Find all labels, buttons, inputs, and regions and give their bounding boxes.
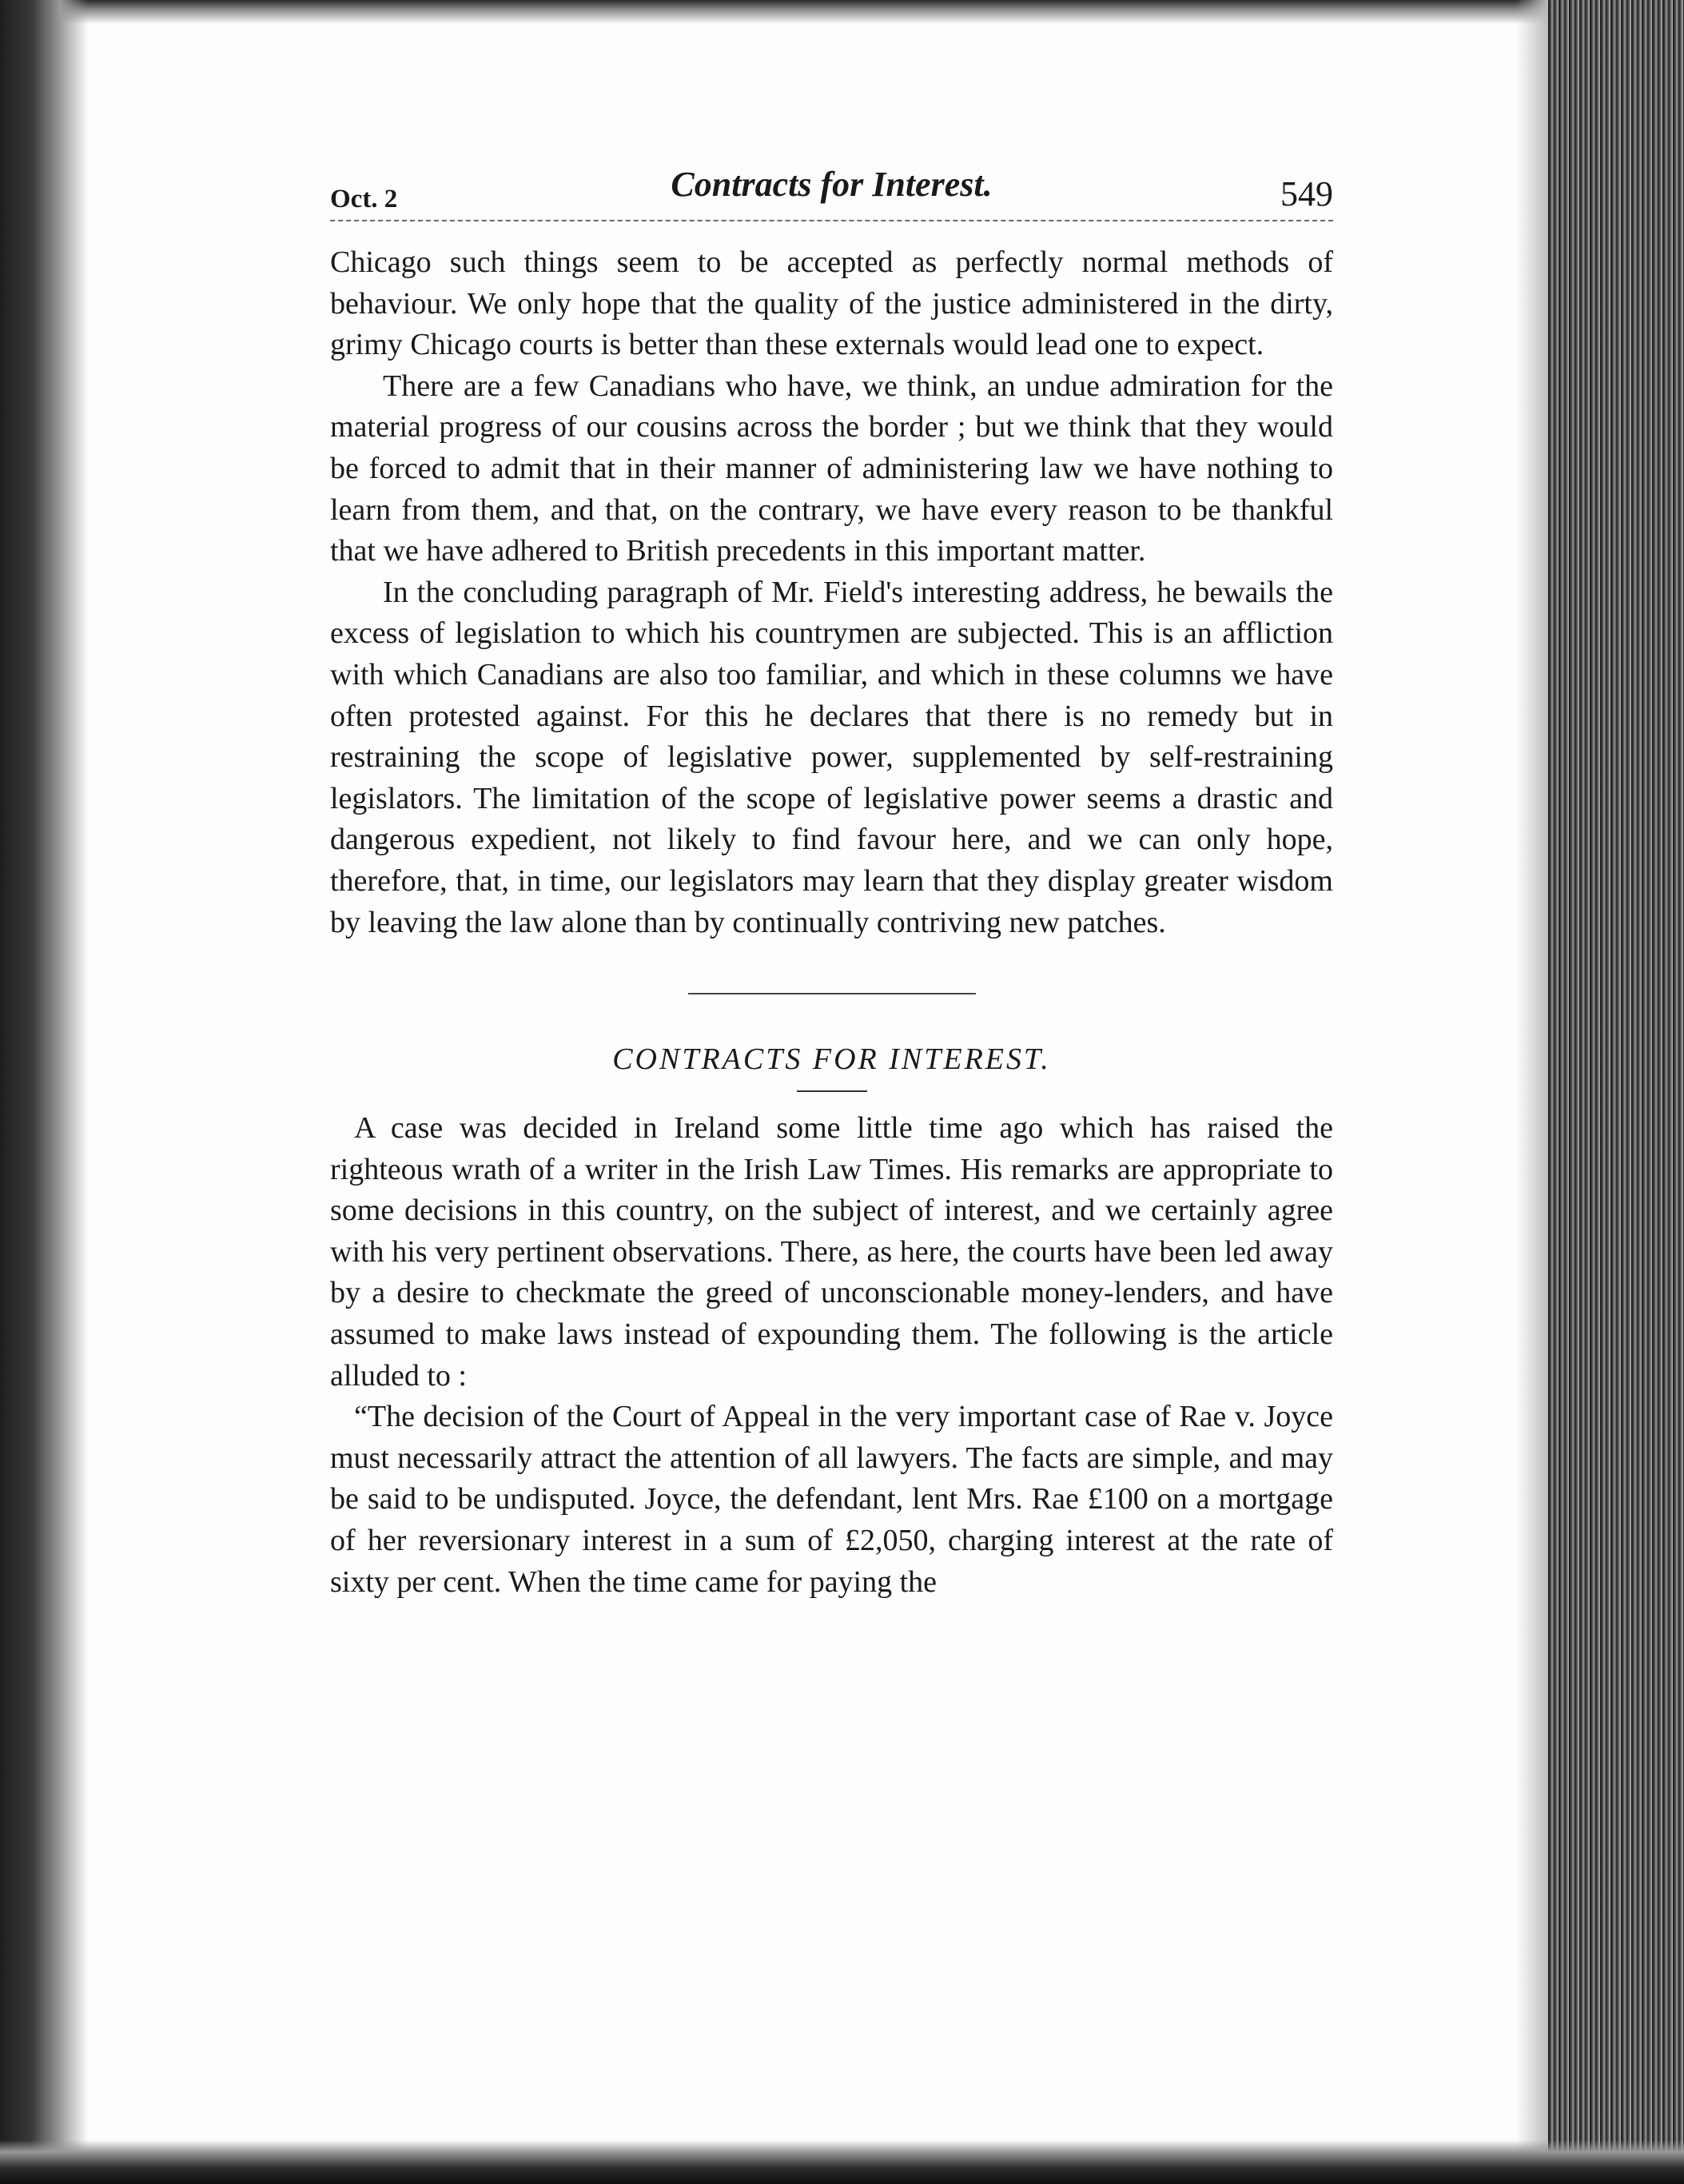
section-paragraph-1: A case was decided in Ireland some little time ago which has raised the righteous wrath of a writer in the Irish Law Times. His remarks are appropriate to some decisions in this country, on the subject of interest, and we certainly agree with his very pertinent observations. There, as here, the courts have been led away by a desire to checkmate the greed of unconscionable money-lenders, and have assumed to make laws instead of expounding them. The following is the article alluded to : (330, 1111, 1333, 1393)
section-paragraph-2: “The decision of the Court of Appeal in the very important case of Rae v. Joyce must necessarily attract the attention of all lawyers. The facts are simple, and may be said to be undisputed. Joyce, the defendant, lent Mrs. Rae £100 on a mortgage of her reversionary interest in a sum of £2,050, charging interest at the rate of sixty per cent. When the time came for paying the (330, 1400, 1333, 1599)
paragraph-3: In the concluding paragraph of Mr. Field's interesting address, he bewails the excess of legislation to which his countrymen are subjected. This is an affliction with which Canadians are also too familiar, and which in these columns we have often protested against. For this he declares that there is no remedy but in restraining the scope of legislative power, supplemented by self-restraining legislators. The limitation of the scope of legislative power seems a drastic and dangerous expedient, not likely to find favour here, and we can only hope, therefore, that, in time, our legislators may learn that they display greater wisdom by leaving the law alone than by continually contriving new patches. (330, 575, 1333, 939)
running-head-date: Oct. 2 (330, 185, 398, 213)
page-number: 549 (1280, 174, 1333, 213)
scan-edge-right-shadow (1516, 0, 1548, 2184)
scan-edge-right (1548, 0, 1684, 2184)
article-divider (688, 993, 976, 994)
section-title: CONTRACTS FOR INTEREST. (612, 1042, 1051, 1077)
scan-edge-bottom (0, 2140, 1684, 2184)
section-body (330, 1108, 1333, 1603)
title-rule (797, 1090, 867, 1092)
paragraph-2: There are a few Canadians who have, we think, an undue admiration for the material progress of our cousins across the border ; but we think that they would be forced to admit that in their manner of administering law we have nothing to learn from them, and that, on the contrary, we have every reason to be thankful that we have adhered to British precedents in this important matter. (330, 369, 1333, 568)
scan-edge-top (0, 0, 1684, 24)
paragraph-1: Chicago such things seem to be accepted as perfectly normal methods of behaviour. We only hope that the quality of the justice administered in the dirty, grimy Chicago courts is better than these externals would lead one to expect. (330, 245, 1333, 362)
scan-edge-left (0, 0, 88, 2184)
running-head (330, 164, 1333, 221)
page-content (330, 164, 1333, 1603)
article-continuation (330, 242, 1333, 943)
running-head-title: Contracts for Interest. (671, 165, 993, 204)
